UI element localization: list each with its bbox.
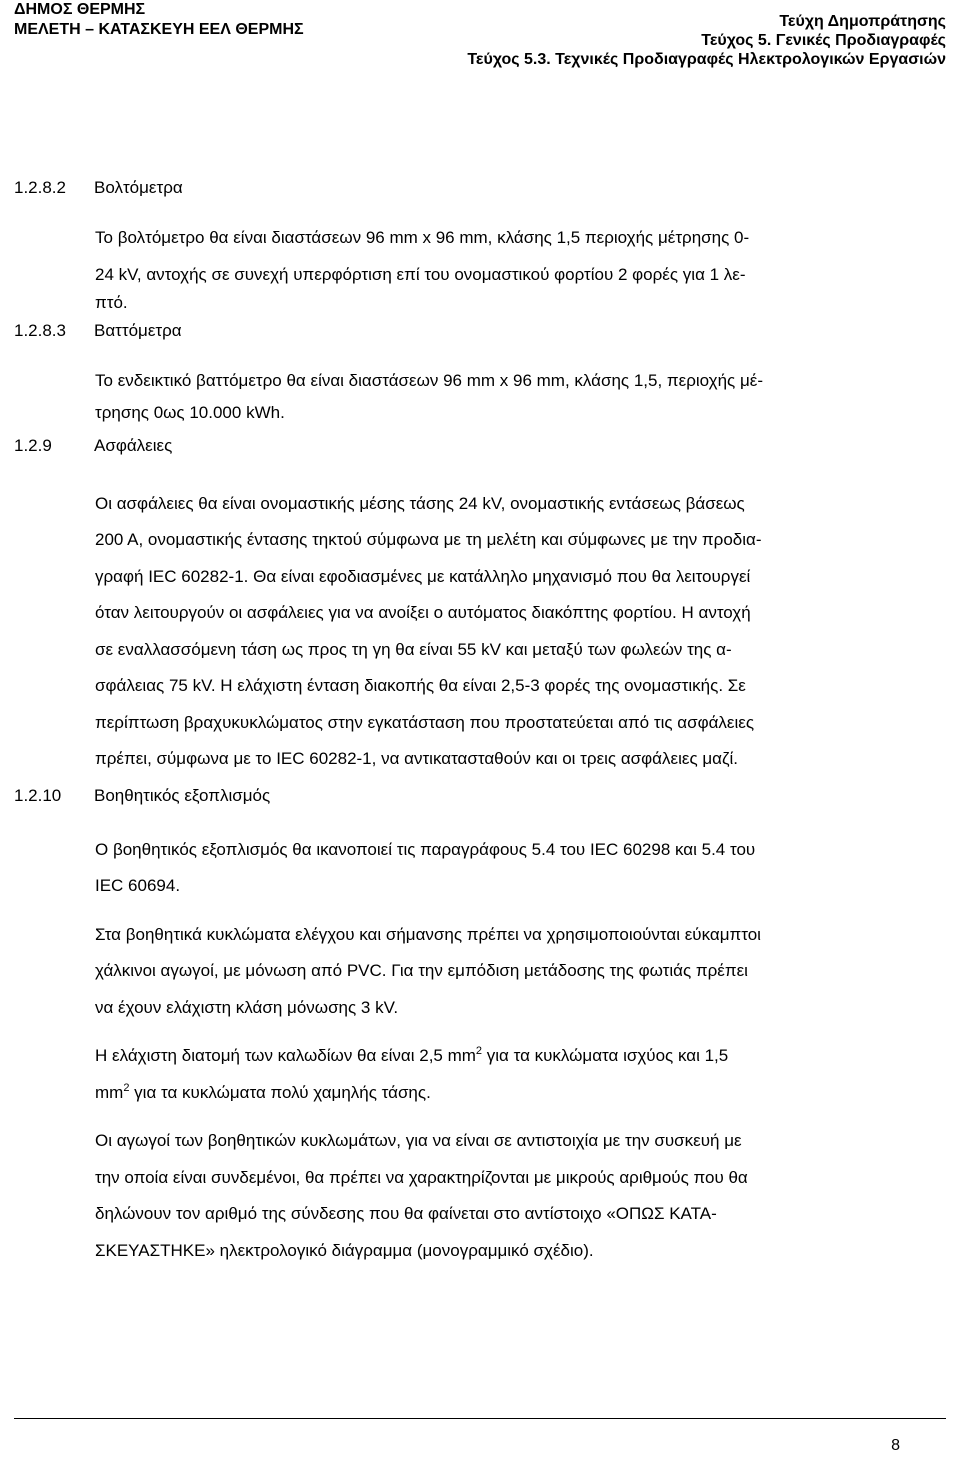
section-title: Βοηθητικός εξοπλισμός (94, 785, 271, 805)
paragraph-auxiliary-4 (95, 1123, 946, 1269)
text-line (95, 1075, 946, 1112)
text-fragment: για τα κυκλώματα πολύ χαμηλής τάσης. (129, 1082, 431, 1102)
text-line: σε εναλλασσόμενη τάση ως προς τη γη θα είναι 55 kV και μεταξύ των φωλεών της α- (95, 639, 732, 659)
text-line: Το ενδεικτικό βαττόμετρο θα είναι διαστάσεων 96 mm x 96 mm, κλάσης 1,5, περιοχής μέ- (95, 371, 763, 390)
header-left (14, 0, 304, 40)
volume-subsection: Τεύχος 5.3. Τεχνικές Προδιαγραφές Ηλεκτρολογικών Εργασιών (467, 51, 946, 68)
page-number: 8 (891, 1437, 900, 1454)
text-line: Στα βοηθητικά κυκλώματα ελέγχου και σήμανσης πρέπει να χρησιμοποιούνται εύκαμπτοι (95, 924, 761, 944)
text-fragment: mm (95, 1082, 124, 1102)
text-line: Οι ασφάλειες θα είναι ονομαστικής μέσης τάσης 24 kV, ονομαστικής εντάσεως βάσεως (95, 493, 745, 513)
text-line: περίπτωση βραχυκυκλώματος στην εγκατάσταση που προστατεύεται από τις ασφάλειες (95, 712, 755, 732)
municipality-name: ΔΗΜΟΣ ΘΕΡΜΗΣ (14, 1, 146, 18)
project-title: ΜΕΛΕΤΗ – ΚΑΤΑΣΚΕΥΗ ΕΕΛ ΘΕΡΜΗΣ (14, 21, 304, 38)
text-fragment: Η ελάχιστη διατομή των καλωδίων θα είναι 2,5 mm (95, 1046, 476, 1065)
section-number: 1.2.10 (14, 785, 62, 805)
text-line: να έχουν ελάχιστη κλάση μόνωσης 3 kV. (95, 997, 399, 1017)
section-number: 1.2.8.2 (14, 178, 66, 197)
text-line: τρησης 0ως 10.000 kWh. (95, 402, 285, 422)
paragraph-wattmeters (95, 363, 946, 426)
text-line: την οποία είναι συνδεμένοι, θα πρέπει να χαρακτηρίζονται με μικρούς αριθμούς που θα (95, 1167, 748, 1187)
volume-title: Τεύχη Δημοπράτησης (779, 13, 946, 30)
text-line: γραφή IEC 60282-1. Θα είναι εφοδιασμένες με κατάλληλο μηχανισμό που θα λειτουργεί (95, 566, 751, 586)
paragraph-auxiliary-1 (95, 832, 946, 905)
section-number: 1.2.9 (14, 435, 52, 455)
text-line: δηλώνουν τον αριθμό της σύνδεσης που θα φαίνεται στο αντίστοιχο «ΟΠΩΣ ΚΑΤΑ- (95, 1204, 717, 1223)
paragraph-fuses (95, 486, 946, 778)
document-body (14, 172, 946, 1269)
text-line: όταν λειτουργούν οι ασφάλειες για να ανοίξει ο αυτόματος διακόπτης φορτίου. Η αντοχή (95, 603, 751, 622)
text-line: ΣΚΕΥΑΣΤΗΚΕ» ηλεκτρολογικό διάγραμμα (μονογραμμικό σχέδιο). (95, 1240, 594, 1260)
section-heading-fuses (14, 430, 946, 462)
header-right (467, 12, 946, 69)
superscript: 2 (123, 1081, 130, 1094)
paragraph-auxiliary-3 (95, 1038, 946, 1111)
text-line: Ο βοηθητικός εξοπλισμός θα ικανοποιεί τις παραγράφους 5.4 του IEC 60298 και 5.4 του (95, 839, 756, 859)
text-fragment: για τα κυκλώματα ισχύος και 1,5 (482, 1046, 729, 1065)
text-line: χάλκινοι αγωγοί, με μόνωση από PVC. Για την εμπόδιση μετάδοσης της φωτιάς πρέπει (95, 961, 748, 980)
text-line: 200 A, ονομαστικής έντασης τηκτού σύμφωνα με τη μελέτη και σύμφωνες με την προδια- (95, 530, 762, 549)
section-number: 1.2.8.3 (14, 321, 66, 340)
text-line: 24 kV, αντοχής σε συνεχή υπερφόρτιση επί του ονομαστικού φορτίου 2 φορές για 1 λε- (95, 264, 746, 284)
footer-divider (14, 1418, 946, 1419)
section-title: Βαττόμετρα (94, 321, 182, 340)
text-line: Οι αγωγοί των βοηθητικών κυκλωμάτων, για να είναι σε αντιστοιχία με την συσκευή με (95, 1131, 742, 1150)
text-line (95, 1038, 946, 1075)
paragraph-auxiliary-2 (95, 917, 946, 1027)
section-title: Βολτόμετρα (94, 178, 183, 197)
text-line: Το βολτόμετρο θα είναι διαστάσεων 96 mm x 96 mm, κλάσης 1,5 περιοχής μέτρησης 0- (95, 228, 750, 247)
text-line: σφάλειας 75 kV. Η ελάχιστη ένταση διακοπής θα είναι 2,5-3 φορές της ονομαστικής. Σε (95, 676, 746, 695)
section-heading-wattmeters (14, 315, 946, 347)
text-line: πρέπει, σύμφωνα με το IEC 60282-1, να αντικατασταθούν και οι τρεις ασφάλειες μαζί. (95, 749, 738, 768)
text-line: IEC 60694. (95, 876, 181, 895)
paragraph-voltmeters (95, 220, 946, 313)
section-heading-auxiliary-equipment (14, 780, 946, 812)
section-title: Ασφάλειες (94, 435, 173, 455)
volume-section: Τεύχος 5. Γενικές Προδιαγραφές (701, 32, 946, 49)
section-heading-voltmeters (14, 172, 946, 204)
superscript: 2 (475, 1045, 483, 1057)
text-line: πτό. (95, 293, 128, 312)
